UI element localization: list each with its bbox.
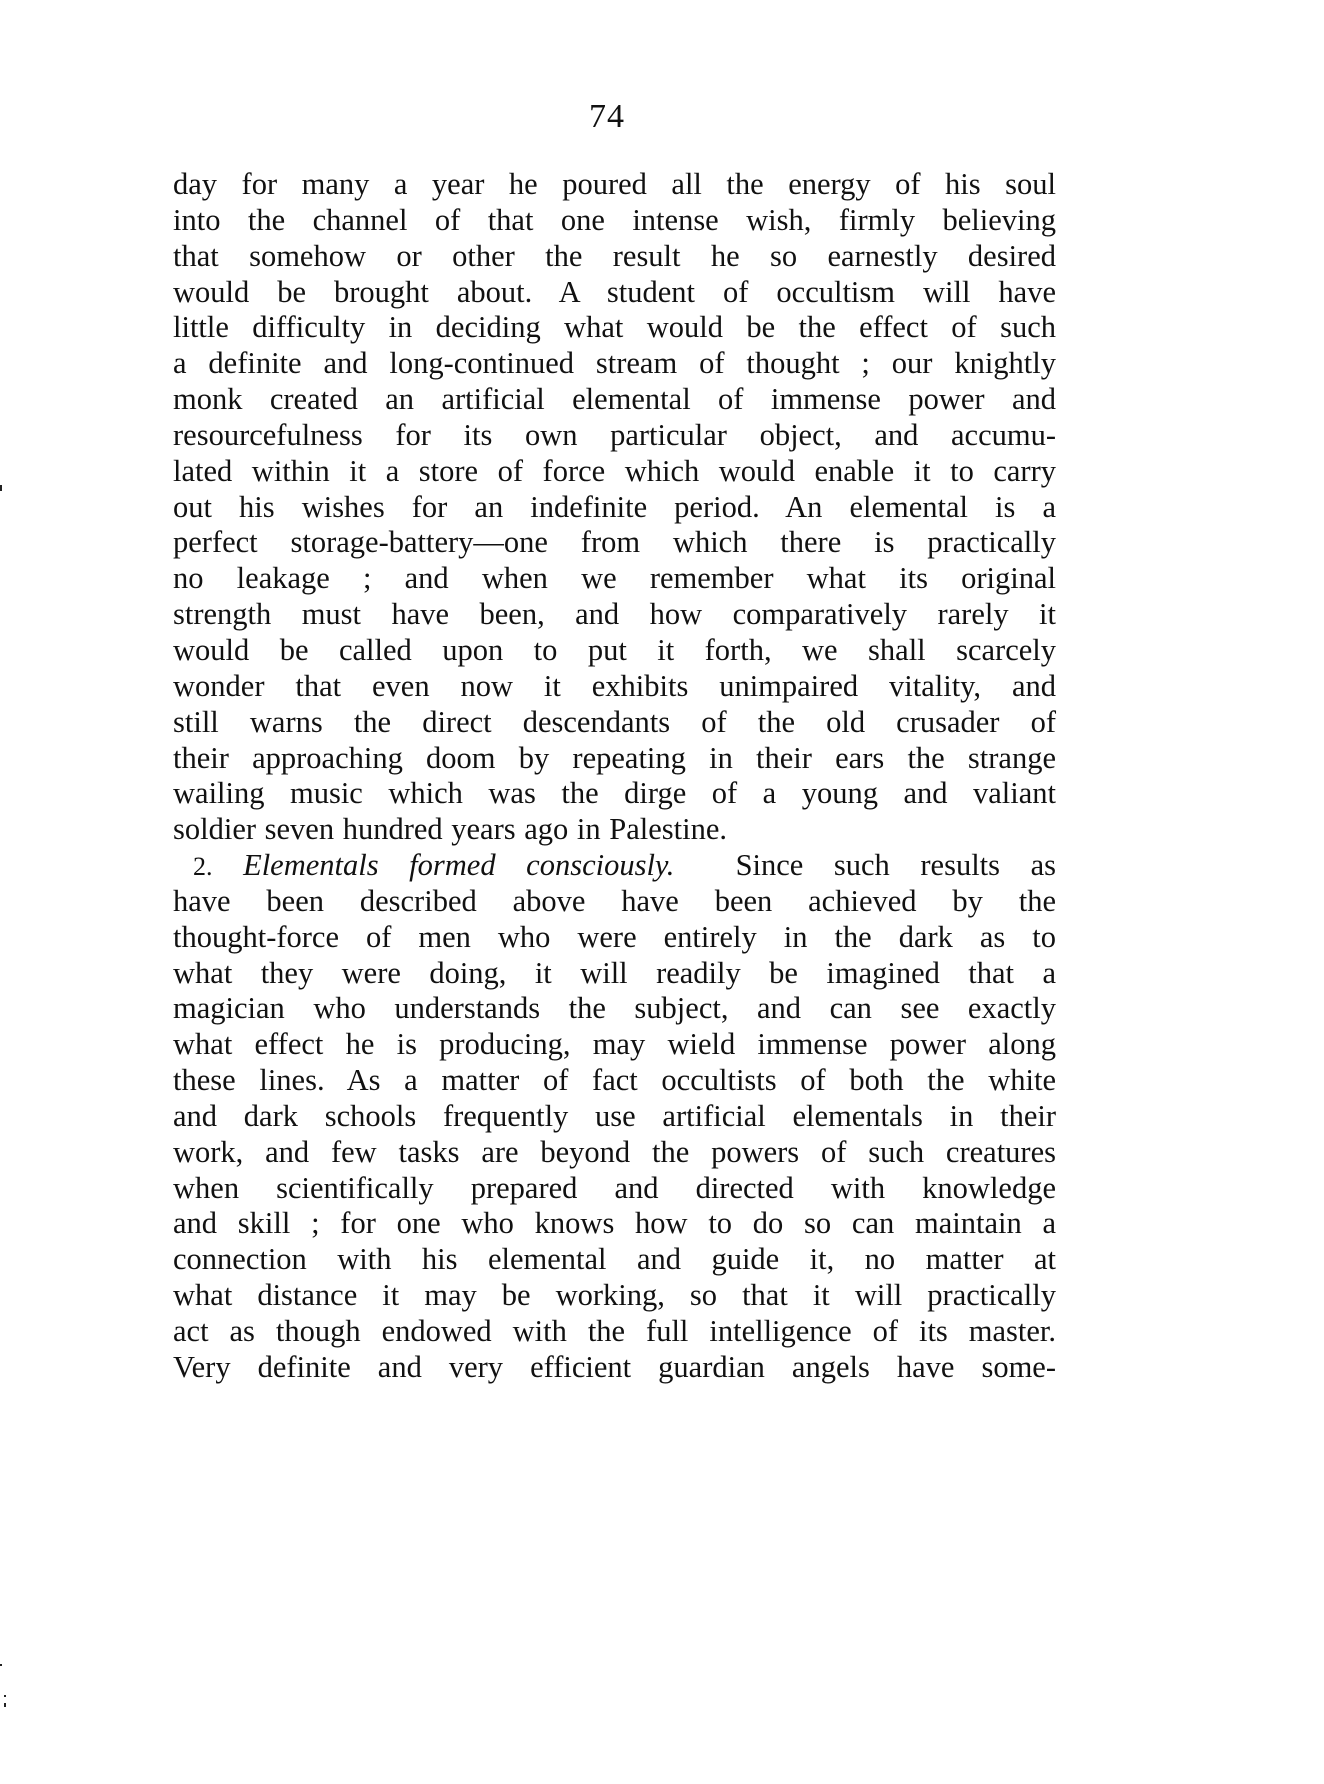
text-line: wailing music which was the dirge of a young and valiant xyxy=(173,776,1056,811)
body-text xyxy=(173,167,1056,1386)
text-line: would be brought about. A student of occultism will have xyxy=(173,274,1056,309)
text-line: soldier seven hundred years ago in Palestine. xyxy=(173,812,728,847)
text-line: and skill ; for one who knows how to do so can maintain a xyxy=(173,1206,1056,1241)
scan-artifact xyxy=(0,485,2,491)
text-line: act as though endowed with the full intelligence of its master. xyxy=(173,1314,1056,1348)
scan-artifact xyxy=(0,1664,2,1666)
section-number: 2. xyxy=(193,852,213,882)
text-line: strength must have been, and how comparatively rarely it xyxy=(173,597,1056,632)
text-line: what effect he is producing, may wield immense power along xyxy=(173,1027,1056,1062)
text-line: out his wishes for an indefinite period. An elemental is a xyxy=(173,489,1056,524)
text-line: thought-force of men who were entirely in the dark as to xyxy=(173,919,1056,954)
text-line: have been described above have been achieved by the xyxy=(173,883,1056,918)
text-line: what they were doing, it will readily be imagined that a xyxy=(173,955,1056,990)
text-line: lated within it a store of force which would enable it to carry xyxy=(173,453,1056,488)
text-line: little difficulty in deciding what would be the effect of such xyxy=(173,310,1056,345)
text-line: magician who understands the subject, and can see exactly xyxy=(173,991,1056,1026)
text-line: work, and few tasks are beyond the powers of such creatures xyxy=(173,1134,1056,1169)
text-line: would be called upon to put it forth, we shall scarcely xyxy=(173,632,1056,667)
text-line: when scientifically prepared and directed with knowledge xyxy=(173,1170,1056,1205)
text-line: day for many a year he poured all the energy of his soul xyxy=(173,167,1056,201)
text-line: that somehow or other the result he so earnestly desired xyxy=(173,238,1056,273)
text-fragment: Since such results as xyxy=(735,848,1056,883)
text-line: and dark schools frequently use artificial elementals in their xyxy=(173,1098,1056,1133)
text-line: no leakage ; and when we remember what its original xyxy=(173,561,1056,596)
scan-artifact xyxy=(4,1703,6,1707)
text-line: perfect storage-battery—one from which there is practically xyxy=(173,525,1056,560)
text-line: Very definite and very efficient guardian angels have some- xyxy=(173,1349,1056,1384)
text-line: wonder that even now it exhibits unimpaired vitality, and xyxy=(173,668,1056,703)
text-line: what distance it may be working, so that it will practically xyxy=(173,1278,1056,1313)
text-line: monk created an artificial elemental of immense power and xyxy=(173,382,1056,417)
section-heading: Elementals formed consciously. xyxy=(243,848,675,883)
section-heading-line xyxy=(173,848,1056,884)
text-line: still warns the direct descendants of the old crusader of xyxy=(173,704,1056,739)
text-line: a definite and long-continued stream of thought ; our knightly xyxy=(173,346,1056,381)
text-line: connection with his elemental and guide it, no matter at xyxy=(173,1242,1056,1277)
text-line: resourcefulness for its own particular object, and accumu- xyxy=(173,417,1056,452)
scan-artifact xyxy=(4,1695,6,1697)
page-number: 74 xyxy=(589,98,625,135)
text-line: their approaching doom by repeating in their ears the strange xyxy=(173,740,1056,775)
text-line: these lines. As a matter of fact occultists of both the white xyxy=(173,1063,1056,1098)
text-line: into the channel of that one intense wish, firmly believing xyxy=(173,202,1056,237)
